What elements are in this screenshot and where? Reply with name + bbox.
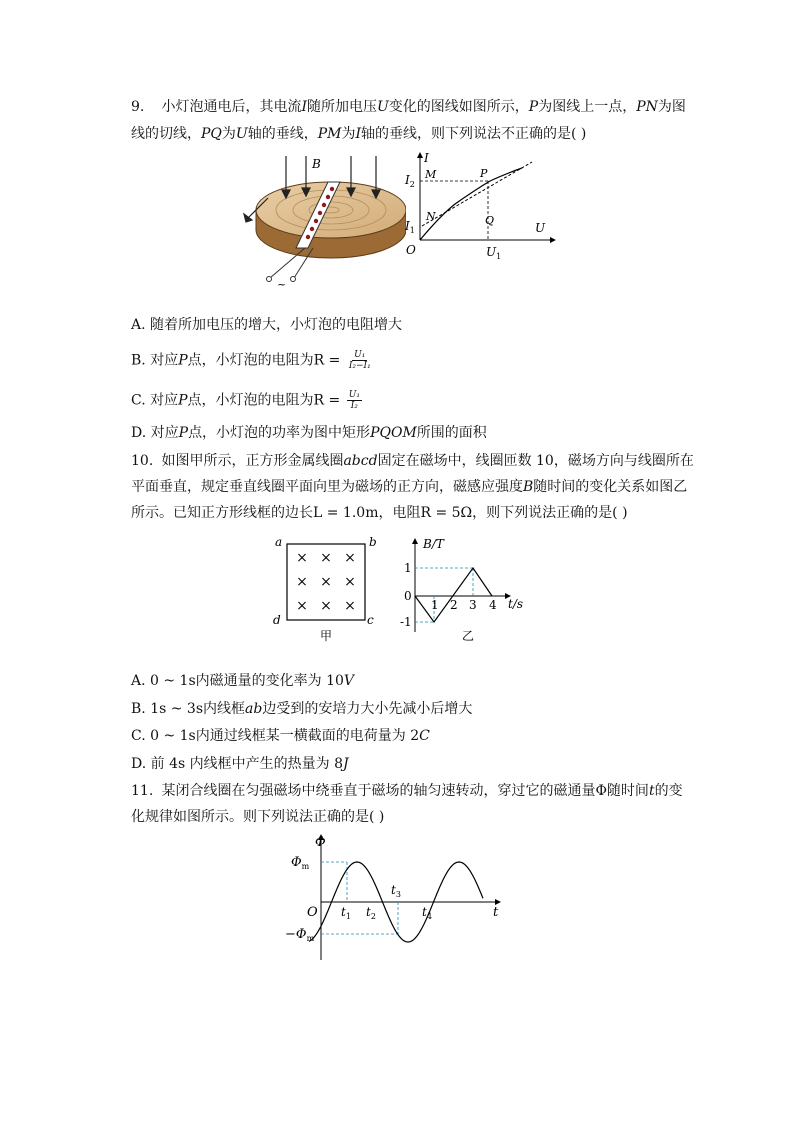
- b-label: B: [312, 157, 321, 171]
- svg-text:×: ×: [344, 574, 356, 590]
- q-label: Q: [485, 214, 495, 227]
- t2-label: $t_2$: [366, 905, 376, 921]
- q9-option-b: B. 对应P点，小灯泡的电阻为R = $\frac{\text{U₁}}{\text{I₂−I₁}}$: [131, 350, 371, 371]
- q10-square-coil-figure: [262, 532, 387, 644]
- svg-text:×: ×: [320, 598, 332, 614]
- u-axis-arrow: [550, 237, 556, 243]
- n-label: N: [426, 210, 436, 223]
- svg-text:×: ×: [344, 598, 356, 614]
- tick-label: 3: [469, 598, 477, 612]
- t3-label: $t_3$: [391, 883, 401, 899]
- q11-line-1: 11. 某闭合线圈在匀强磁场中绕垂直于磁场的轴匀速转动，穿过它的磁通量Φ随时间t的变: [131, 783, 683, 799]
- q9-number: 9.: [131, 99, 145, 115]
- fraction: $\frac{\text{U₁}}{\text{I₂−I₁}}$: [348, 350, 371, 371]
- q9-var-I: I: [355, 126, 362, 142]
- q11-flux-graph: [285, 830, 510, 965]
- t-axis-label: t: [493, 905, 499, 920]
- b-axis-label: B/T: [423, 537, 444, 551]
- q9-text: 线的切线，: [131, 126, 201, 142]
- q9-var-PN: PN: [636, 99, 658, 115]
- tick-label: 0: [404, 589, 412, 603]
- tick-label: 1: [404, 561, 412, 575]
- phim-label: $\Phi_m$: [291, 855, 310, 871]
- p-label: P: [480, 167, 488, 180]
- q10-line-1: 10. 如图甲所示，正方形金属线圈abcd固定在磁场中，线圈匝数 10，磁场方向与线圈所在: [131, 453, 694, 469]
- tick-label: 4: [489, 598, 497, 612]
- i-axis-arrow: [417, 152, 423, 158]
- q9-var-U: U: [235, 126, 248, 142]
- q9-disc-figure: [236, 152, 406, 292]
- terminal: [291, 277, 296, 282]
- q9-var-PM: PM: [317, 126, 342, 142]
- i-axis-label: I: [424, 151, 429, 165]
- tick-label: 2: [450, 598, 458, 612]
- origin-label: O: [307, 905, 318, 920]
- q10-line-2: 平面垂直，规定垂直线圈平面向里为磁场的正方向，磁感应强度B随时间的变化关系如图乙: [131, 479, 688, 495]
- figure-yi-label: 乙: [462, 629, 475, 643]
- origin-label: O: [406, 243, 416, 257]
- i2-label: $I_2$: [405, 173, 415, 189]
- q10-option-a: A. 0 ~ 1s内磁通量的变化率为 10V: [131, 673, 355, 689]
- q9-text: 为图线上一点，: [538, 99, 637, 115]
- vertex-b: b: [369, 535, 377, 549]
- neg-phim-label: $-\Phi_m$: [285, 927, 315, 943]
- figure-jia-label: 甲: [320, 629, 333, 643]
- b-axis-arrow: [412, 538, 418, 544]
- q11-line-2: 化规律如图所示。则下列说法正确的是( ): [131, 809, 385, 825]
- tick-label: -1: [400, 615, 412, 629]
- q9-option-c: C. 对应P点，小灯泡的电阻为R = $\frac{\text{U₁}}{\text{I₂}}$: [131, 390, 360, 411]
- q10-line-3: 所示。已知正方形线框的边长L = 1.0m，电阻R = 5Ω，则下列说法正确的是( ): [131, 505, 628, 521]
- b-t-line: [415, 568, 492, 622]
- q9-text: 轴的垂线，: [247, 126, 318, 142]
- vertex-a: a: [275, 535, 283, 549]
- t-axis-label: t/s: [508, 597, 524, 611]
- q10-option-c: C. 0 ~ 1s内通过线框某一横截面的电荷量为 2C: [131, 728, 430, 744]
- q9-text: 小灯泡通电后，其电流: [161, 99, 302, 115]
- q9-text: 为: [341, 126, 356, 142]
- q10-option-b: B. 1s ~ 3s内线框ab边受到的安培力大小先减小后增大: [131, 701, 473, 717]
- svg-text:×: ×: [296, 550, 308, 566]
- q10-bt-graph: [395, 532, 535, 644]
- tangent-line-pn: [422, 162, 532, 226]
- q9-text: 随所加电压: [306, 99, 377, 115]
- q9-text: 轴的垂线，则下列说法不正确的是( ): [361, 126, 587, 142]
- svg-text:×: ×: [320, 550, 332, 566]
- b-field-crosses: [296, 550, 356, 614]
- q9-iu-graph: [400, 148, 560, 268]
- svg-text:×: ×: [320, 574, 332, 590]
- q9-line-2: [131, 125, 586, 143]
- tick-label: 1: [431, 598, 439, 612]
- q10-option-d: D. 前 4s 内线框中产生的热量为 8J: [131, 756, 349, 772]
- q9-option-d: D. 对应P点，小灯泡的功率为图中矩形PQOM所围的面积: [131, 425, 487, 441]
- q9-text: 为图: [657, 99, 686, 115]
- i1-label: $I_1$: [405, 219, 415, 235]
- q9-var-P: P: [528, 99, 539, 115]
- m-label: M: [425, 168, 437, 181]
- q9-var-PQ: PQ: [201, 126, 222, 142]
- q10-number: 10.: [131, 453, 154, 469]
- u1-label: $U_1$: [486, 245, 502, 261]
- vertex-d: d: [273, 613, 281, 627]
- terminal: [267, 277, 272, 282]
- t4-label: $t_4$: [422, 905, 432, 921]
- q9-var-I: I: [301, 99, 307, 115]
- q9-var-U: U: [376, 99, 389, 115]
- q9-line-1: [131, 98, 686, 116]
- svg-text:×: ×: [296, 598, 308, 614]
- u-axis-label: U: [535, 221, 546, 235]
- q11-number: 11.: [131, 783, 154, 799]
- ac-source-label: ~: [277, 278, 287, 291]
- q9-text: 变化的图线如图所示，: [388, 99, 529, 115]
- svg-text:×: ×: [344, 550, 356, 566]
- t1-label: $t_1$: [341, 905, 351, 921]
- q9-option-a: A. 随着所加电压的增大，小灯泡的电阻增大: [131, 317, 403, 333]
- svg-text:×: ×: [296, 574, 308, 590]
- q9-text: 为: [221, 126, 236, 142]
- fraction: $\frac{\text{U₁}}{\text{I₂}}$: [348, 390, 360, 411]
- phi-axis-label: Φ: [315, 835, 326, 850]
- vertex-c: c: [367, 613, 374, 627]
